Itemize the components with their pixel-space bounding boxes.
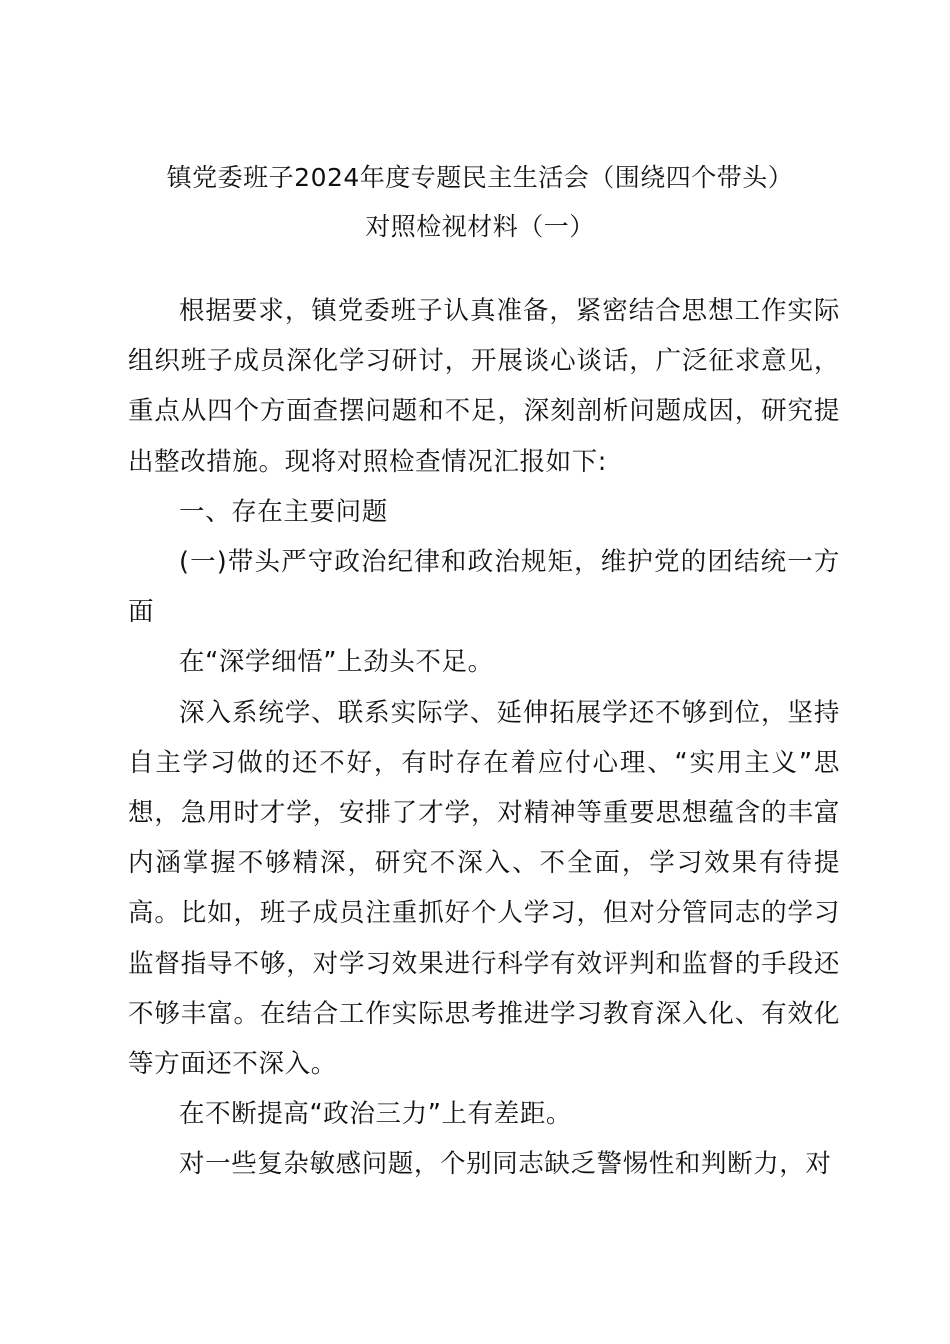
issue-paragraph-2: 对一些复杂敏感问题，个别同志缺乏警惕性和判断力，对 xyxy=(179,1149,832,1180)
intro-paragraph: 根据要求，镇党委班子认真准备，紧密结合思想工作实际组织班子成员深化学习研讨，开展谈心谈话，广泛征求意见，重点从四个方面查摆问题和不足，深刻剖析问题成因，研究提出整改措施。现将对照检查情况汇报如下: xyxy=(128,296,840,477)
issue-heading-2: 在不断提高“政治三力”上有差距。 xyxy=(179,1099,573,1130)
document-title-line-1: 镇党委班子2024年度专题民主生活会（围绕四个带头） xyxy=(166,163,794,192)
issue-paragraph-1: 深入系统学、联系实际学、延伸拓展学还不够到位，坚持自主学习做的还不好，有时存在着应付心理、“实用主义”思想，急用时才学，安排了才学，对精神等重要思想蕴含的丰富内涵掌握不够精深，研究不深入、不全面，学习效果有待提高。比如，班子成员注重抓好个人学习，但对分管同志的学习监督指导不够，对学习效果进行科学有效评判和监督的手段还不够丰富。在结合工作实际思考推进学习教育深入化、有效化等方面还不深入。 xyxy=(128,697,840,1080)
section-heading: 一、存在主要问题 xyxy=(179,496,388,527)
document-body xyxy=(128,286,840,1190)
issue-heading-1: 在“深学细悟”上劲头不足。 xyxy=(179,647,494,678)
subsection-heading: (一)带头严守政治纪律和政治规矩，维护党的团结统一方面 xyxy=(128,547,840,628)
document-title-line-2: 对照检视材料（一） xyxy=(365,212,595,241)
